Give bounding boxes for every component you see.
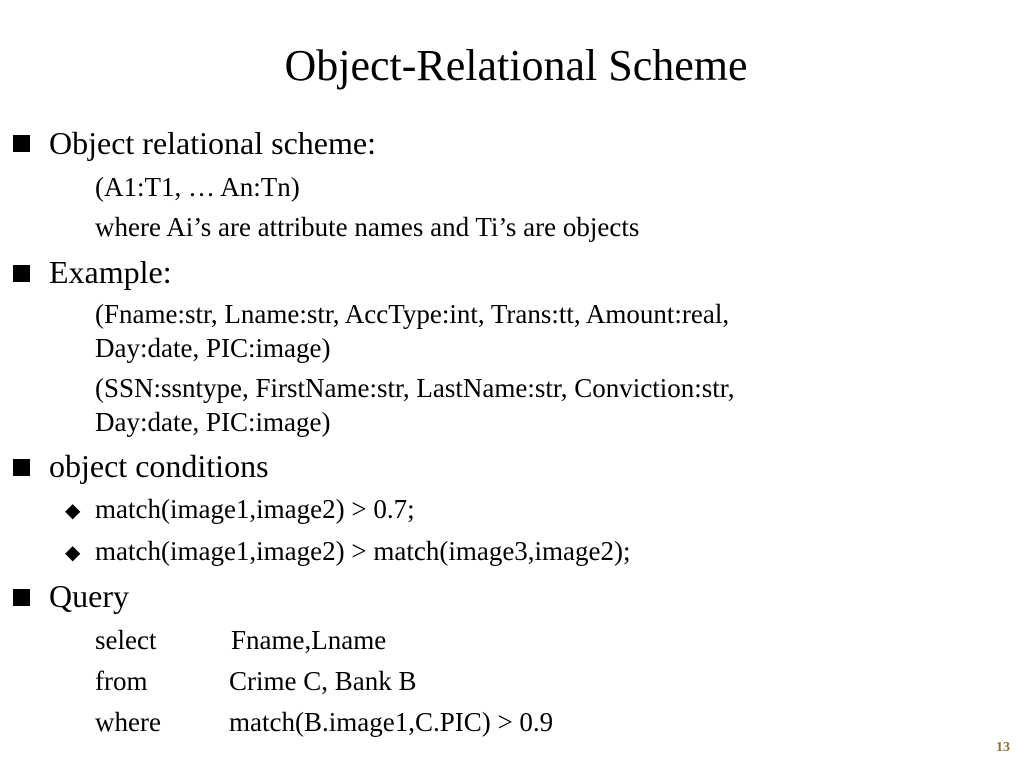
- query-from-value: Crime C, Bank B: [229, 666, 417, 696]
- square-bullet-icon: [13, 135, 30, 152]
- query-where-value: match(B.image1,C.PIC) > 0.9: [229, 707, 554, 737]
- example1-line1: (Fname:str, Lname:str, AccType:int, Trans:tt, Amount:real,: [95, 299, 730, 329]
- conditions-heading: object conditions: [49, 448, 269, 484]
- square-bullet-icon: [13, 589, 30, 606]
- scheme-description: where Ai’s are attribute names and Ti’s are objects: [95, 212, 640, 242]
- example-heading: Example:: [49, 254, 172, 290]
- square-bullet-icon: [13, 459, 30, 476]
- query-from-keyword: from: [95, 666, 148, 696]
- slide-title: Object-Relational Scheme: [284, 41, 748, 90]
- example2-line1: (SSN:ssntype, FirstName:str, LastName:str, Conviction:str,: [95, 373, 735, 403]
- query-heading: Query: [49, 578, 129, 614]
- condition-2: match(image1,image2) > match(image3,image2);: [95, 536, 631, 566]
- scheme-heading: Object relational scheme:: [49, 125, 376, 161]
- example2-line2: Day:date, PIC:image): [95, 407, 331, 437]
- diamond-bullet-icon: ◆: [65, 542, 81, 564]
- example1-line2: Day:date, PIC:image): [95, 333, 331, 363]
- square-bullet-icon: [13, 265, 30, 282]
- condition-1: match(image1,image2) > 0.7;: [95, 494, 415, 524]
- query-where-keyword: where: [95, 707, 161, 737]
- query-select-value: Fname,Lname: [231, 625, 387, 655]
- scheme-definition: (A1:T1, … An:Tn): [95, 172, 300, 202]
- page-number: 13: [996, 740, 1010, 755]
- diamond-bullet-icon: ◆: [65, 500, 81, 522]
- query-select-keyword: select: [95, 625, 157, 655]
